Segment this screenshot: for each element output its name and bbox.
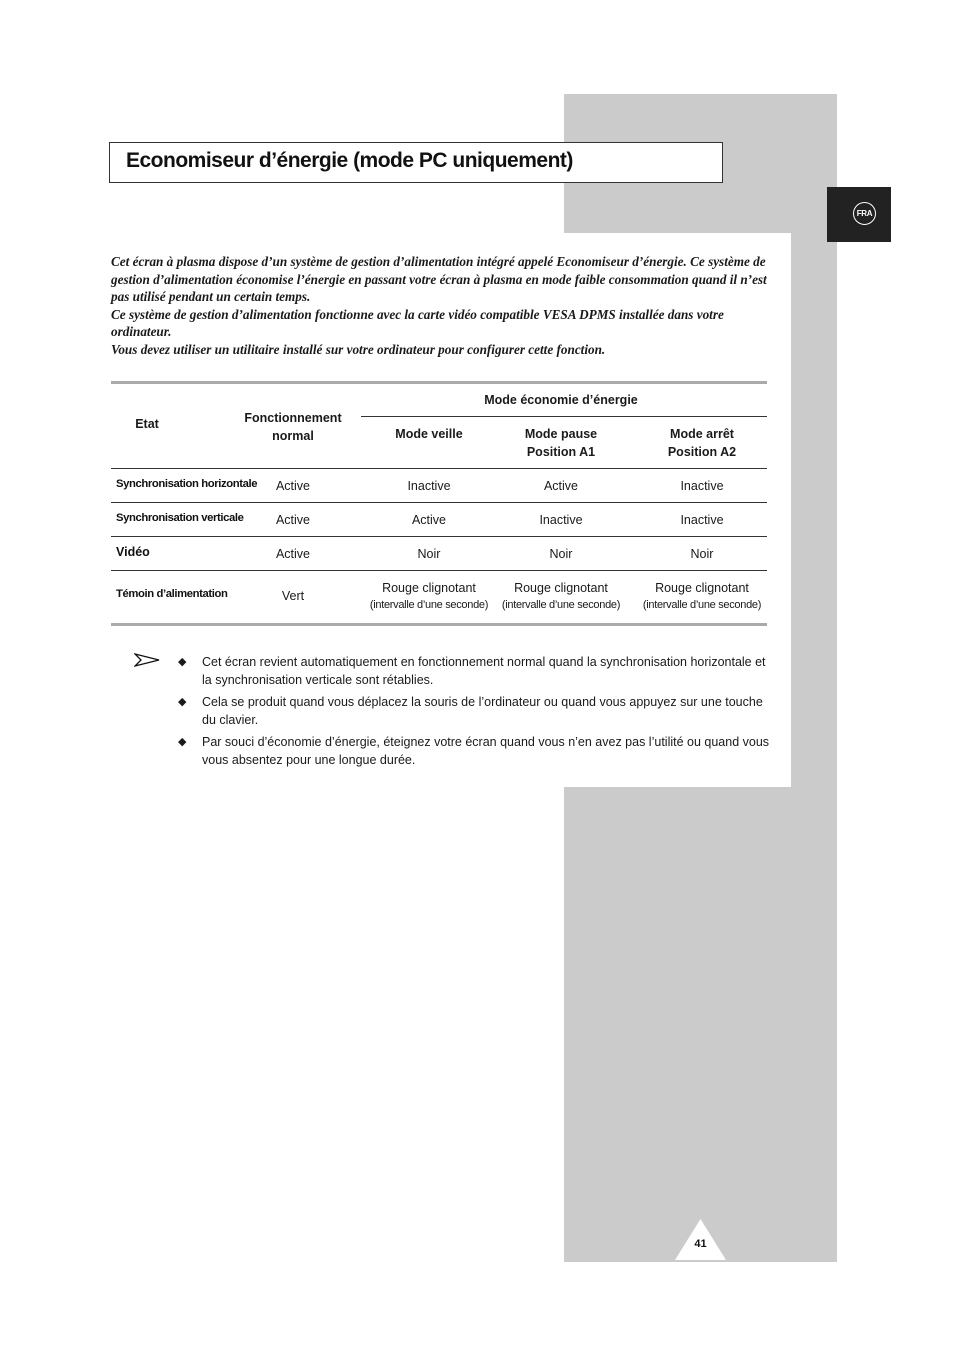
cell-normal: Active — [275, 513, 311, 527]
cell-normal: Active — [275, 479, 311, 493]
header-etat: Etat — [135, 417, 159, 431]
row-rule — [111, 502, 767, 503]
row-label: Vidéo — [116, 545, 150, 559]
cell-arret-interval: (intervalle d’une seconde) — [642, 599, 762, 611]
row-rule — [111, 536, 767, 537]
cell-veille: Inactive — [407, 479, 451, 493]
cell-pause: Active — [543, 479, 579, 493]
header-pause: Mode pause Position A1 — [524, 427, 598, 459]
cell-normal: Active — [275, 547, 311, 561]
table-bottom-rule — [111, 623, 767, 626]
intro-paragraph: Vous devez utiliser un utilitaire installé sur votre ordinateur pour configurer cette fonction. — [111, 341, 606, 357]
intro-text — [111, 253, 771, 359]
header-veille: Mode veille — [395, 427, 463, 441]
diamond-bullet-icon: ◆ — [178, 736, 187, 748]
row-label: Témoin d’alimentation — [116, 588, 228, 600]
row-label: Synchronisation verticale — [116, 512, 244, 524]
cell-pause: Inactive — [539, 513, 583, 527]
diamond-bullet-icon: ◆ — [178, 696, 187, 708]
title-box — [109, 142, 723, 183]
header-arret: Mode arrêt Position A2 — [667, 427, 737, 459]
cell-pause-interval: (intervalle d’une seconde) — [501, 599, 621, 611]
intro-paragraph: Cet écran à plasma dispose d’un système de gestion d’alimentation intégré appelé Economiseur d’énergie. Ce système de gestion d’alimentation économise l’énergie en passant votre écran à plasma en mode faible consommation quand il n’est pas utilisé pendant un certain temps. — [111, 254, 767, 305]
row-rule — [111, 468, 767, 469]
intro-paragraph: Ce système de gestion d’alimentation fonctionne avec la carte vidéo compatible VESA DPMS installée dans votre ordinateur. — [111, 306, 724, 340]
header-group-energy: Mode économie d’énergie — [484, 393, 638, 407]
group-rule — [361, 416, 767, 417]
cell-pause: Noir — [549, 547, 573, 561]
row-rule — [111, 570, 767, 571]
cell-pause-main: Rouge clignotant — [514, 581, 608, 595]
row-label: Synchronisation horizontale — [116, 478, 258, 490]
page-title: Economiseur d’énergie (mode PC uniquement) — [126, 149, 573, 172]
language-badge: FRA — [853, 202, 876, 225]
cell-arret: Noir — [690, 547, 714, 561]
header-normal: Fonctionnement normal — [244, 411, 342, 443]
note-text: Cet écran revient automatiquement en fonctionnement normal quand la synchronisation horizontale et la synchronisation verticale sont rétablies. — [202, 655, 766, 687]
cell-veille: Active — [411, 513, 447, 527]
page-number: 41 — [694, 1238, 707, 1250]
cell-arret: Inactive — [680, 513, 724, 527]
cell-veille-interval: (intervalle d’une seconde) — [369, 599, 489, 611]
note-item — [178, 693, 778, 729]
note-arrow-icon — [134, 653, 160, 667]
table-top-rule — [111, 381, 767, 384]
cell-normal: Vert — [281, 589, 305, 603]
cell-arret: Inactive — [680, 479, 724, 493]
note-item — [178, 653, 778, 689]
notes-list — [178, 653, 778, 773]
note-text: Par souci d’économie d’énergie, éteignez votre écran quand vous n’en avez pas l’utilité ou quand vous vous absentez pour une longue durée. — [202, 735, 770, 767]
diamond-bullet-icon: ◆ — [178, 656, 187, 668]
cell-veille-main: Rouge clignotant — [382, 581, 476, 595]
cell-pause — [494, 579, 628, 613]
note-item — [178, 733, 778, 769]
cell-arret — [635, 579, 769, 613]
note-text: Cela se produit quand vous déplacez la souris de l’ordinateur ou quand vous appuyez sur une touche du clavier. — [202, 695, 763, 727]
cell-arret-main: Rouge clignotant — [655, 581, 749, 595]
cell-veille — [362, 579, 496, 613]
cell-veille: Noir — [417, 547, 441, 561]
